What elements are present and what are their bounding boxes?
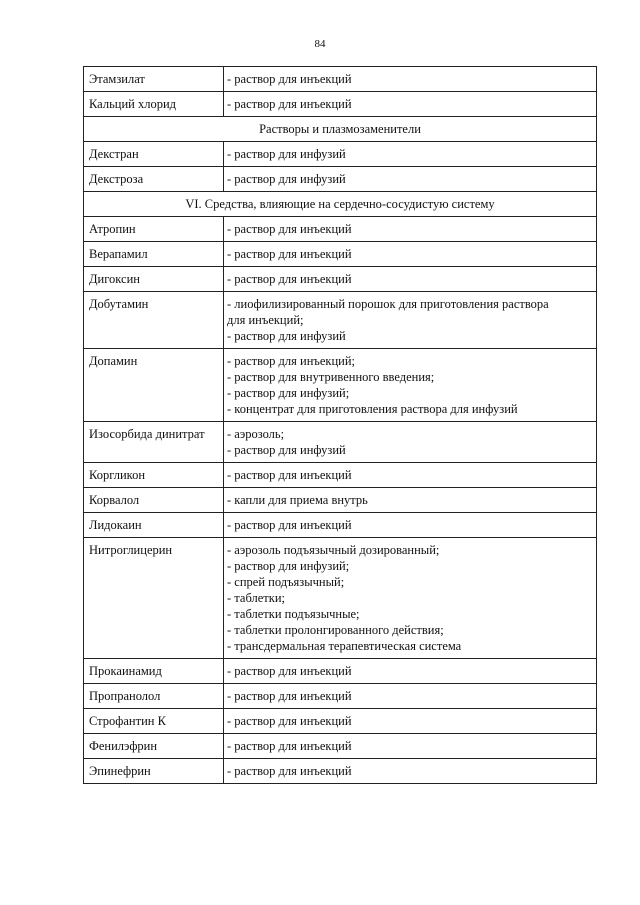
drug-name: Изосорбида динитрат	[84, 422, 224, 463]
table-row	[84, 684, 597, 709]
drug-name: Декстроза	[84, 167, 224, 192]
dosage-form-item: - раствор для инъекций	[227, 739, 352, 753]
drug-name: Пропранолол	[84, 684, 224, 709]
table-row	[84, 513, 597, 538]
table-row	[84, 349, 597, 422]
drug-name: Декстран	[84, 142, 224, 167]
section-header-row	[84, 117, 597, 142]
dosage-form-item: - трансдермальная терапевтическая система	[227, 639, 462, 653]
table-row	[84, 267, 597, 292]
table-row	[84, 538, 597, 659]
drug-name: Лидокаин	[84, 513, 224, 538]
dosage-forms	[224, 292, 597, 349]
drug-name: Эпинефрин	[84, 759, 224, 784]
dosage-form-item: - раствор для инфузий	[227, 443, 346, 457]
dosage-form-item: - раствор для внутривенного введения;	[227, 370, 435, 384]
dosage-forms	[224, 422, 597, 463]
table-row	[84, 167, 597, 192]
drug-table	[83, 66, 597, 784]
dosage-form-item: - раствор для инъекций	[227, 714, 352, 728]
dosage-form-item: - таблетки подъязычные;	[227, 607, 360, 621]
dosage-form-item: - раствор для инфузий	[227, 329, 346, 343]
drug-name: Добутамин	[84, 292, 224, 349]
dosage-form-item: - лиофилизированный порошок для приготовления раствора	[227, 297, 549, 311]
table-row	[84, 488, 597, 513]
dosage-form-item: - таблетки пролонгированного действия;	[227, 623, 444, 637]
table-row	[84, 242, 597, 267]
dosage-forms	[224, 142, 597, 167]
dosage-form-item: - раствор для инфузий	[227, 172, 346, 186]
dosage-form-item: - аэрозоль подъязычный дозированный;	[227, 543, 440, 557]
drug-name: Фенилэфрин	[84, 734, 224, 759]
dosage-form-item: - раствор для инъекций	[227, 222, 352, 236]
dosage-form-item: - раствор для инъекций;	[227, 354, 356, 368]
drug-name: Прокаинамид	[84, 659, 224, 684]
dosage-form-item: - таблетки;	[227, 591, 285, 605]
drug-name: Атропин	[84, 217, 224, 242]
drug-name: Допамин	[84, 349, 224, 422]
dosage-form-item: - раствор для инъекций	[227, 764, 352, 778]
page-number: 84	[314, 38, 326, 50]
dosage-form-item: - раствор для инъекций	[227, 518, 352, 532]
drug-name: Верапамил	[84, 242, 224, 267]
dosage-form-item: - спрей подъязычный;	[227, 575, 345, 589]
dosage-form-item: - раствор для инфузий	[227, 147, 346, 161]
table-row	[84, 217, 597, 242]
dosage-form-item: - раствор для инъекций	[227, 97, 352, 111]
section-title: Растворы и плазмозаменители	[84, 117, 597, 142]
section-title: VI. Средства, влияющие на сердечно-сосудистую систему	[84, 192, 597, 217]
drug-name: Строфантин К	[84, 709, 224, 734]
dosage-forms	[224, 167, 597, 192]
dosage-forms	[224, 217, 597, 242]
dosage-form-item: - раствор для инфузий;	[227, 559, 350, 573]
dosage-form-item: - раствор для инъекций	[227, 664, 352, 678]
drug-name: Этамзилат	[84, 67, 224, 92]
dosage-form-item: - раствор для инъекций	[227, 272, 352, 286]
dosage-forms	[224, 349, 597, 422]
dosage-forms	[224, 67, 597, 92]
dosage-forms	[224, 659, 597, 684]
dosage-forms	[224, 734, 597, 759]
table-row	[84, 92, 597, 117]
dosage-form-item: - раствор для инфузий;	[227, 386, 350, 400]
dosage-form-item: - раствор для инъекций	[227, 72, 352, 86]
table-row	[84, 142, 597, 167]
dosage-form-item: - капли для приема внутрь	[227, 493, 368, 507]
table-row	[84, 463, 597, 488]
dosage-forms	[224, 92, 597, 117]
table-row	[84, 67, 597, 92]
dosage-forms	[224, 759, 597, 784]
dosage-forms	[224, 538, 597, 659]
dosage-forms	[224, 513, 597, 538]
drug-name: Нитроглицерин	[84, 538, 224, 659]
drug-name: Кальций хлорид	[84, 92, 224, 117]
section-header-row	[84, 192, 597, 217]
table-row	[84, 759, 597, 784]
dosage-form-item: - раствор для инъекций	[227, 247, 352, 261]
dosage-form-item: - раствор для инъекций	[227, 689, 352, 703]
drug-name: Коргликон	[84, 463, 224, 488]
dosage-forms	[224, 488, 597, 513]
dosage-forms	[224, 267, 597, 292]
dosage-forms	[224, 684, 597, 709]
dosage-form-item: - аэрозоль;	[227, 427, 285, 441]
drug-name: Корвалол	[84, 488, 224, 513]
dosage-form-item: для инъекций;	[227, 313, 304, 327]
dosage-forms	[224, 242, 597, 267]
table-row	[84, 422, 597, 463]
dosage-forms	[224, 709, 597, 734]
table-row	[84, 292, 597, 349]
drug-name: Дигоксин	[84, 267, 224, 292]
dosage-forms	[224, 463, 597, 488]
dosage-form-item: - раствор для инъекций	[227, 468, 352, 482]
table-row	[84, 734, 597, 759]
table-row	[84, 659, 597, 684]
table-row	[84, 709, 597, 734]
dosage-form-item: - концентрат для приготовления раствора для инфузий	[227, 402, 518, 416]
drug-table-body	[84, 67, 597, 784]
